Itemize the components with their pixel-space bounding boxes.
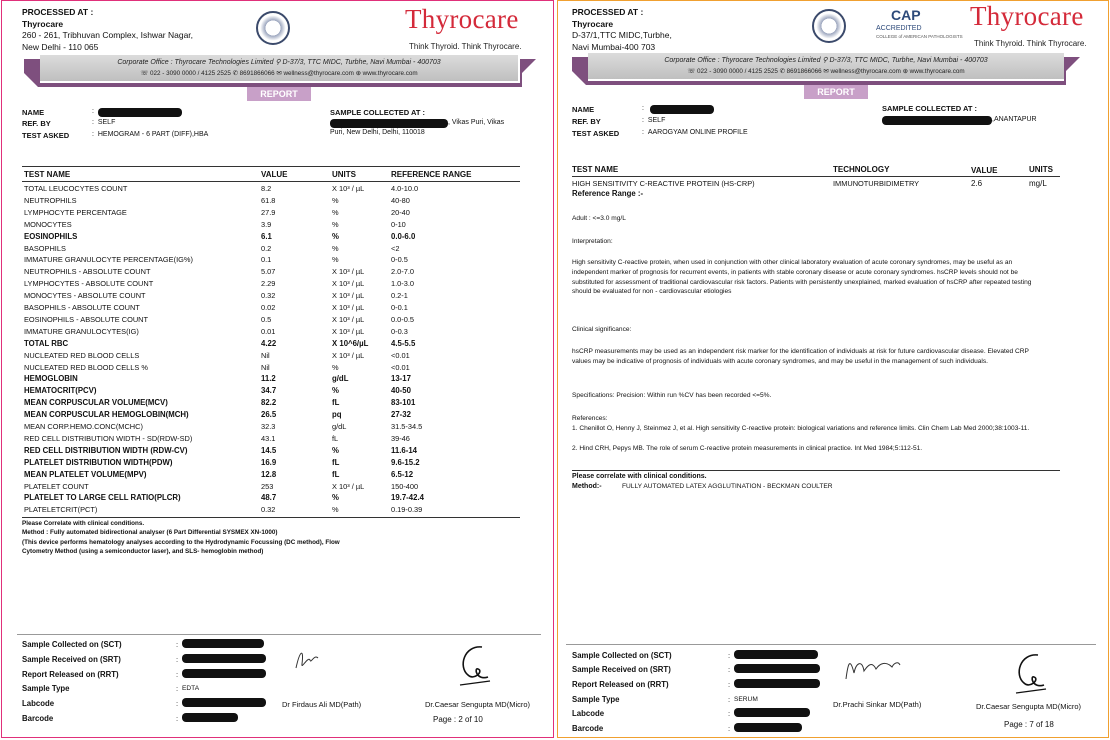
row-units: X 10³ / µL [332, 291, 365, 301]
row-reference: 150-400 [391, 481, 419, 491]
srt-label: Sample Received on (SRT) [572, 665, 671, 674]
cap-logo: CAP [891, 7, 921, 23]
corporate-contacts: ☏ 022 - 3090 0000 / 4125 2525 ✆ 8691866066 ✉ wellness@thyrocare.com ⊕ www.thyrocare.com [140, 70, 418, 77]
row-value: 8.2 [261, 184, 272, 193]
row-units: % [332, 195, 339, 205]
row-value: 2.29 [261, 279, 276, 289]
row-test-name: PLATELETCRIT(PCT) [24, 505, 98, 515]
row-units: % [332, 362, 339, 372]
row-units: % [332, 207, 339, 217]
row-test-name: IMMATURE GRANULOCYTE PERCENTAGE(IG%) [24, 255, 193, 265]
row-units: % [332, 231, 339, 241]
row-reference: 83-101 [391, 398, 416, 408]
row-test-name: HEMOGLOBIN [24, 374, 78, 384]
corporate-address: Corporate Office : Thyrocare Technologies Limited ⚲ D-37/3, TTC MIDC, Turbhe, Navi Mumbai - 400703 [117, 59, 441, 66]
row-value: Nil [261, 362, 270, 372]
page-number: Page : 7 of 18 [1004, 720, 1054, 729]
test-asked-value: AAROGYAM ONLINE PROFILE [647, 129, 748, 136]
row-units: % [332, 243, 339, 253]
method-label: Method:- [572, 483, 602, 490]
method-detail-2: Cytometry Method (using a semiconductor laser), and SLS- hemoglobin method) [22, 548, 264, 555]
row-value: 32.3 [261, 422, 276, 431]
refby-label: REF. BY [22, 119, 51, 128]
doctor-name-2: Dr.Caesar Sengupta MD(Micro) [976, 702, 1082, 711]
adult-range: Adult : <=3.0 mg/L [572, 215, 626, 222]
redacted-srt [734, 664, 820, 673]
row-test-name: PLATELET DISTRIBUTION WIDTH(PDW) [24, 457, 173, 467]
refby-value: SELF [97, 119, 116, 126]
row-reference: <0.01 [391, 350, 410, 360]
row-test-name: EOSINOPHILS - ABSOLUTE COUNT [24, 314, 149, 324]
specifications: Specifications: Precision: Within run %CV has been recorded <=5%. [572, 392, 772, 399]
redacted-name [650, 105, 714, 114]
row-test-name: MONOCYTES [24, 219, 72, 229]
body-bottom-rule [572, 470, 1060, 471]
row-value: 16.9 [261, 457, 277, 467]
row-units: X 10³ / µL [332, 267, 365, 277]
brand-logo: Thyrocare [970, 1, 1084, 31]
redacted-rrt [182, 669, 266, 678]
row-test-name: PLATELET TO LARGE CELL RATIO(PLCR) [24, 493, 181, 503]
row-units: X 10³ / µL [332, 303, 365, 312]
row-value: 43.1 [261, 433, 276, 443]
col-test-name: TEST NAME [24, 170, 71, 179]
row-value: 0.2 [261, 243, 272, 253]
row-value: Nil [261, 350, 270, 360]
sample-location-line1: , Vikas Puri, Vikas [448, 119, 505, 126]
doctor-name-2: Dr.Caesar Sengupta MD(Micro) [425, 700, 531, 709]
row-reference: 9.6-15.2 [391, 457, 420, 467]
sample-location-line1: ,ANANTAPUR [992, 116, 1037, 123]
col-test-name: TEST NAME [572, 165, 619, 174]
row-reference: 2.0-7.0 [391, 267, 415, 277]
row-value: 61.8 [261, 195, 276, 205]
row-value: 0.01 [261, 326, 276, 336]
row-reference: 11.6-14 [391, 445, 418, 455]
method-note: Method : Fully automated bidirectional analyser (6 Part Differential SYSMEX XN-1000) [22, 529, 278, 536]
row-value: 12.8 [261, 469, 277, 479]
correlate-note: Please Correlate with clinical conditions. [22, 520, 145, 527]
row-test-name: HEMATOCRIT(PCV) [24, 386, 97, 396]
certification-seal-icon [256, 11, 290, 45]
sample-type-value: EDTA [182, 685, 200, 692]
row-units: % [332, 445, 339, 455]
col-value: VALUE [261, 170, 288, 179]
row-test-name: PLATELET COUNT [24, 481, 89, 491]
sample-type-label: Sample Type [22, 684, 70, 693]
row-reference: 0.0-0.5 [391, 314, 415, 324]
tagline: Think Thyroid. Think Thyrocare. [409, 42, 522, 51]
row-reference: 27-32 [391, 410, 411, 420]
row-units: g/dL [332, 374, 349, 384]
row-test-name: LYMPHOCYTE PERCENTAGE [24, 207, 127, 217]
redacted-barcode [182, 713, 238, 722]
row-value: 82.2 [261, 398, 277, 408]
reference-2: 2. Hind CRH, Pepys MB. The role of serum C-reactive protein measurements in clinical practice. Int Med 1984;5:112-51. [572, 445, 923, 452]
row-test-name: MEAN CORPUSCULAR HEMOGLOBIN(MCH) [24, 410, 189, 420]
row-test-name: RED CELL DISTRIBUTION WIDTH - SD(RDW-SD) [24, 433, 193, 443]
row-units: fL [332, 469, 340, 479]
table-top-rule [22, 166, 520, 167]
row-units: X 10^6/µL [332, 338, 369, 348]
row-reference: 40-80 [391, 195, 410, 205]
certification-seal-icon [812, 9, 846, 43]
report-page-right: PROCESSED AT : Thyrocare D-37/1,TTC MIDC,Turbhe, Navi Mumbai-400 703 CAP ACCREDITED COLLEGE of AMERICAN PATHOLOGISTS Thyrocare Think Thyroid. Think Thyrocare. Corporate Office : Thyrocare Technologies Limited ⚲ D-37/3, TTC MIDC, Turbhe, Navi Mumbai - 400703 ☏ 022 - 3090 0000 / 4125 2525 ✆ 8691866066 ✉ wellness@thyrocare.com ⊕ www.thyrocare.com REPORT NAME : REF. BY : SELF TEST ASKED : AAROGYAM ONLINE PROFILE SAMPLE COLLECTED AT : ,ANANTAPUR TEST NAME TECHNOLOGY VALUE UNITS HIGH SENSITIVITY C-REACTIVE PROTEIN (HS-CRP) IMMUNOTURBIDIMETRY 2.6 mg/L Reference Range :- Adult : <=3.0 mg/L Interpretation: High sensitivity C-reactive protein, when used in conjunction with other clinical laboratory evaluation of acute coronary syndromes, may be useful as an independent marker of prognosis for recurrent events, in patients with stable coronary disease or acute coronary syndromes. hsCRP levels should not be substituted for assessment of traditional cardiovascular risk factors. Patients with persistently unexplained, marked evaluation of hsCRP after repeated testing should be evaluated for non - cardiovascular etiologies Clinical significance: hsCRP measurements may be used as an independent risk marker for the identification of individuals at risk for future cardiovascular disease. Elevated CRP values may be indicative of prognosis of individuals with acute coronary syndromes, and may be useful in the management of such individuals. Specifications: Precision: Within run %CV has been recorded <=5%. References: 1. Chenillot O, Henny J, Steinmez J, et al. High sensitivity C-reactive protein: biological variations and reference limits. Clin Chem Lab Med 2000;38:1003-11. 2. Hind CRH, Pepys MB. The role of serum C-reactive protein measurements in clinical practice. Int Med 1984;5:112-51. Please correlate with clinical conditions. Method:- FULLY AUTOMATED LATEX AGGLUTINATION - BECKMAN COULTER Sample Collected on (SCT) Sample Received on (SRT) Report Released on (RRT) Sample Type Labcode Barcode : : : : SERUM : : Dr.Prachi Sinkar MD(Path) Dr.Caesar Sengupta MD(Micro) Page : 7 of 18 [557, 0, 1109, 738]
row-units: X 10³ / µL [332, 326, 365, 336]
row-units: fL [332, 398, 340, 408]
redacted-srt [182, 654, 266, 663]
redacted-address [330, 119, 448, 128]
redacted-rrt [734, 679, 820, 688]
signature-firdaus-ali [292, 646, 322, 674]
row-reference: <0.01 [391, 362, 410, 372]
doctor-name-1: Dr Firdaus Ali MD(Path) [282, 700, 362, 709]
signature-prachi-sinkar [842, 653, 902, 683]
row-value: 0.5 [261, 314, 272, 324]
row-value: 6.1 [261, 231, 272, 241]
page-number: Page : 2 of 10 [433, 715, 483, 724]
row-reference: 0-0.1 [391, 303, 408, 312]
sample-type-label: Sample Type [572, 695, 620, 704]
row-units: g/dL [332, 422, 347, 431]
cap-org: COLLEGE of AMERICAN PATHOLOGISTS [876, 34, 963, 39]
row-value: 14.5 [261, 445, 277, 455]
row-reference: 0.0-6.0 [391, 231, 416, 241]
row-test-name: BASOPHILS - ABSOLUTE COUNT [24, 303, 140, 312]
row-units: fL [332, 457, 340, 467]
reference-1: 1. Chenillot O, Henny J, Steinmez J, et al. High sensitivity C-reactive protein: biological variations and reference limits. Clin Chem Lab Med 2000;38:1003-11. [572, 425, 1030, 432]
row-units: X 10³ / µL [332, 350, 365, 360]
row-units: % [332, 219, 339, 229]
redacted-labcode [734, 708, 810, 717]
report-tab: REPORT [247, 87, 311, 101]
row-reference: 39-46 [391, 433, 410, 443]
brand-logo: Thyrocare [405, 4, 519, 34]
sct-label: Sample Collected on (SCT) [572, 651, 672, 660]
name-label: NAME [572, 105, 595, 114]
row-reference: 13-17 [391, 374, 411, 384]
correlate-note: Please correlate with clinical conditions. [572, 473, 707, 480]
row-reference: 0.2-1 [391, 291, 408, 301]
row-units: % [332, 493, 339, 503]
test-name-value: HIGH SENSITIVITY C-REACTIVE PROTEIN (HS-CRP) [572, 179, 755, 188]
col-technology: TECHNOLOGY [833, 165, 890, 174]
row-reference: 1.0-3.0 [391, 279, 415, 289]
col-value: VALUE [971, 166, 998, 175]
row-value: 5.07 [261, 267, 276, 277]
row-test-name: LYMPHOCYTES - ABSOLUTE COUNT [24, 279, 154, 289]
signature-caesar-sengupta [1010, 649, 1050, 699]
row-test-name: TOTAL RBC [24, 338, 69, 348]
reference-range-label: Reference Range :- [572, 189, 644, 198]
row-reference: <2 [391, 243, 400, 253]
row-reference: 4.5-5.5 [391, 338, 416, 348]
tagline: Think Thyroid. Think Thyrocare. [974, 39, 1087, 48]
signature-caesar-sengupta [454, 641, 494, 691]
footer-rule [566, 644, 1096, 645]
row-test-name: IMMATURE GRANULOCYTES(IG) [24, 326, 139, 336]
row-test-name: MEAN CORP.HEMO.CONC(MCHC) [24, 422, 143, 431]
footer-rule [17, 634, 541, 635]
result-value: 2.6 [971, 179, 983, 188]
row-units: % [332, 386, 339, 396]
row-units: X 10³ / µL [332, 481, 365, 491]
test-asked-label: TEST ASKED [572, 129, 620, 138]
clinical-significance-label: Clinical significance: [572, 326, 632, 333]
row-test-name: RED CELL DISTRIBUTION WIDTH (RDW-CV) [24, 445, 188, 455]
row-value: 3.9 [261, 219, 272, 229]
col-units: UNITS [1029, 165, 1053, 174]
interpretation-label: Interpretation: [572, 238, 613, 245]
redacted-sct [182, 639, 264, 648]
barcode-label: Barcode [572, 724, 604, 733]
redacted-barcode [734, 723, 802, 732]
processed-at: PROCESSED AT : Thyrocare 260 - 261, Tribhuvan Complex, Ishwar Nagar, New Delhi - 110 065 [22, 7, 194, 52]
redacted-name [98, 108, 182, 117]
sample-location-line2: Puri, New Delhi, Delhi, 110018 [330, 129, 425, 136]
method-value: FULLY AUTOMATED LATEX AGGLUTINATION - BECKMAN COULTER [622, 483, 833, 490]
col-reference: REFERENCE RANGE [391, 170, 472, 179]
sample-collected-label: SAMPLE COLLECTED AT : [330, 108, 425, 117]
redacted-labcode [182, 698, 266, 707]
report-tab: REPORT [804, 85, 868, 99]
refby-value: SELF [647, 117, 666, 124]
row-test-name: BASOPHILS [24, 243, 66, 253]
sct-label: Sample Collected on (SCT) [22, 640, 122, 649]
row-value: 48.7 [261, 493, 277, 503]
row-reference: 0-0.3 [391, 326, 408, 336]
row-value: 26.5 [261, 410, 277, 420]
redacted-sct [734, 650, 818, 659]
barcode-label: Barcode [22, 714, 54, 723]
row-value: 11.2 [261, 374, 276, 384]
table-bottom-rule [22, 517, 520, 518]
row-test-name: MEAN CORPUSCULAR VOLUME(MCV) [24, 398, 168, 408]
row-reference: 4.0-10.0 [391, 184, 419, 193]
row-test-name: EOSINOPHILS [24, 231, 78, 241]
row-value: 0.02 [261, 303, 276, 312]
processed-at: PROCESSED AT : Thyrocare D-37/1,TTC MIDC,Turbhe, Navi Mumbai-400 703 [572, 7, 672, 52]
row-value: 0.32 [261, 291, 276, 301]
report-page-left: PROCESSED AT : Thyrocare 260 - 261, Tribhuvan Complex, Ishwar Nagar, New Delhi - 110 065 Thyrocare Think Thyroid. Think Thyrocare. Corporate Office : Thyrocare Technologies Limited ⚲ D-37/3, TTC MIDC, Turbhe, Navi Mumbai - 400703 ☏ 022 - 3090 0000 / 4125 2525 ✆ 8691866066 ✉ wellness@thyrocare.com ⊕ www.thyrocare.com REPORT NAME : REF. BY : SELF TEST ASKED : HEMOGRAM - 6 PART (DIFF),HBA SAMPLE COLLECTED AT : , Vikas Puri, Vikas Puri, New Delhi, Delhi, 110018 TEST NAME VALUE UNITS REFERENCE RANGE Please Correlate with clinical conditions. Method : Fully automated bidirectional analyser (6 Part Differential SYSMEX XN-1000) (This device performs hematology analyses according to the Hydrodynamic Focussing (DC method), Flow Cytometry Method (using a semiconductor laser), and SLS- hemoglobin method) Sample Collected on (SCT) Sample Received on (SRT) Report Released on (RRT) Sample Type Labcode Barcode : : : : EDTA : : Dr Firdaus Ali MD(Path) Dr.Caesar Sengupta MD(Micro) Page : 2 of 10 TOTAL LEUCOCYTES COUNT 8.2 X 10³ / µL 4.0-10.0 NEUTROPHILS 61.8 % 40-80 LYMPHOCYTE PERCENTAGE 27.9 % 20-40 MONOCYTES 3.9 % 0-10 EOSINOPHILS 6.1 % 0.0-6.0 BASOPHILS 0.2 % <2 IMMATURE GRANULOCYTE PERCENTAGE(IG%) 0.1 % 0-0.5 NEUTROPHILS - ABSOLUTE COUNT 5.07 X 10³ / µL 2.0-7.0 LYMPHOCYTES - ABSOLUTE COUNT 2.29 X 10³ / µL 1.0-3.0 MONOCYTES - ABSOLUTE COUNT 0.32 X 10³ / µL 0.2-1 BASOPHILS - ABSOLUTE COUNT 0.02 X 10³ / µL 0-0.1 EOSINOPHILS - ABSOLUTE COUNT 0.5 X 10³ / µL 0.0-0.5 IMMATURE GRANULOCYTES(IG) 0.01 X 10³ / µL 0-0.3 TOTAL RBC 4.22 X 10^6/µL 4.5-5.5 NUCLEATED RED BLOOD CELLS Nil X 10³ / µL <0.01 NUCLEATED RED BLOOD CELLS % Nil % <0.01 HEMOGLOBIN 11.2 g/dL 13-17 HEMATOCRIT(PCV) 34.7 % 40-50 MEAN CORPUSCULAR VOLUME(MCV) 82.2 fL 83-101 MEAN CORPUSCULAR HEMOGLOBIN(MCH) 26.5 pq 27-32 MEAN CORP.HEMO.CONC(MCHC) 32.3 g/dL 31.5-34.5 RED CELL DISTRIBUTION WIDTH - SD(RDW-SD) 43.1 fL 39-46 RED CELL DISTRIBUTION WIDTH (RDW-CV) 14.5 % 11.6-14 PLATELET DISTRIBUTION WIDTH(PDW) 16.9 fL 9.6-15.2 MEAN PLATELET VOLUME(MPV) 12.8 fL 6.5-12 PLATELET COUNT 253 X 10³ / µL 150-400 PLATELET TO LARGE CELL RATIO(PLCR) 48.7 % 19.7-42.4 PLATELETCRIT(PCT) 0.32 % 0.19-0.39 [1, 0, 554, 738]
row-test-name: TOTAL LEUCOCYTES COUNT [24, 184, 128, 193]
row-reference: 40-50 [391, 386, 411, 396]
row-reference: 20-40 [391, 207, 410, 217]
test-asked-value: HEMOGRAM - 6 PART (DIFF),HBA [97, 131, 209, 138]
row-units: % [332, 505, 339, 515]
row-test-name: NEUTROPHILS - ABSOLUTE COUNT [24, 267, 151, 277]
row-reference: 31.5-34.5 [391, 422, 423, 431]
row-units: X 10³ / µL [332, 279, 365, 289]
technology-value: IMMUNOTURBIDIMETRY [833, 179, 920, 188]
table-header-rule [572, 176, 1060, 177]
row-test-name: MEAN PLATELET VOLUME(MPV) [24, 469, 147, 479]
row-units: pq [332, 410, 342, 420]
row-value: 0.32 [261, 505, 276, 515]
result-units: mg/L [1029, 179, 1047, 188]
rrt-label: Report Released on (RRT) [572, 680, 669, 689]
row-value: 34.7 [261, 386, 277, 396]
row-value: 27.9 [261, 207, 276, 217]
rrt-label: Report Released on (RRT) [22, 670, 119, 679]
srt-label: Sample Received on (SRT) [22, 655, 121, 664]
corporate-address: Corporate Office : Thyrocare Technologies Limited ⚲ D-37/3, TTC MIDC, Turbhe, Navi Mumbai - 400703 [664, 57, 988, 64]
references-label: References: [572, 415, 608, 422]
row-units: X 10³ / µL [332, 184, 365, 193]
row-units: X 10³ / µL [332, 314, 365, 324]
row-value: 0.1 [261, 255, 272, 265]
row-reference: 0-0.5 [391, 255, 408, 265]
clinical-significance-text: hsCRP measurements may be used as an independent risk marker for the identification of individuals at risk for future cardiovascular disease. Elevated CRP values may be indicative of prognosis of individuals with acute coronary syndromes, and may be useful in the management of such individuals. [572, 348, 1029, 365]
interpretation-text: High sensitivity C-reactive protein, when used in conjunction with other clinical laboratory evaluation of acute coronary syndromes, may be useful as an independent marker of prognosis for recurrent events, in patients with stable coronary disease or acute coronary syndromes. hsCRP levels should not be substituted for assessment of traditional cardiovascular risk factors. Patients with persistently unexplained, marked evaluation of hsCRP after repeated testing should be evaluated for non - cardiovascular etiologies [572, 259, 1032, 296]
method-detail-1: (This device performs hematology analyses according to the Hydrodynamic Focussing (DC method), Flow [22, 539, 340, 546]
sample-collected-label: SAMPLE COLLECTED AT : [882, 104, 977, 113]
refby-label: REF. BY [572, 117, 601, 126]
row-value: 4.22 [261, 338, 277, 348]
row-reference: 0-10 [391, 219, 406, 229]
row-value: 253 [261, 481, 274, 491]
doctor-name-1: Dr.Prachi Sinkar MD(Path) [833, 700, 922, 709]
corporate-contacts: ☏ 022 - 3090 0000 / 4125 2525 ✆ 8691866066 ✉ wellness@thyrocare.com ⊕ www.thyrocare.com [687, 68, 965, 75]
row-test-name: NUCLEATED RED BLOOD CELLS [24, 350, 140, 360]
labcode-label: Labcode [572, 709, 605, 718]
test-asked-label: TEST ASKED [22, 131, 70, 140]
redacted-address [882, 116, 992, 125]
sample-type-value: SERUM [734, 696, 758, 703]
labcode-label: Labcode [22, 699, 55, 708]
row-reference: 6.5-12 [391, 469, 414, 479]
row-reference: 19.7-42.4 [391, 493, 424, 503]
row-units: fL [332, 433, 339, 443]
table-header-rule [22, 181, 520, 182]
row-reference: 0.19-0.39 [391, 505, 423, 515]
row-test-name: MONOCYTES - ABSOLUTE COUNT [24, 291, 146, 301]
name-label: NAME [22, 108, 45, 117]
row-test-name: NUCLEATED RED BLOOD CELLS % [24, 362, 148, 372]
row-units: % [332, 255, 339, 265]
row-test-name: NEUTROPHILS [24, 195, 77, 205]
cap-accredited: ACCREDITED [876, 25, 922, 32]
col-units: UNITS [332, 170, 356, 179]
